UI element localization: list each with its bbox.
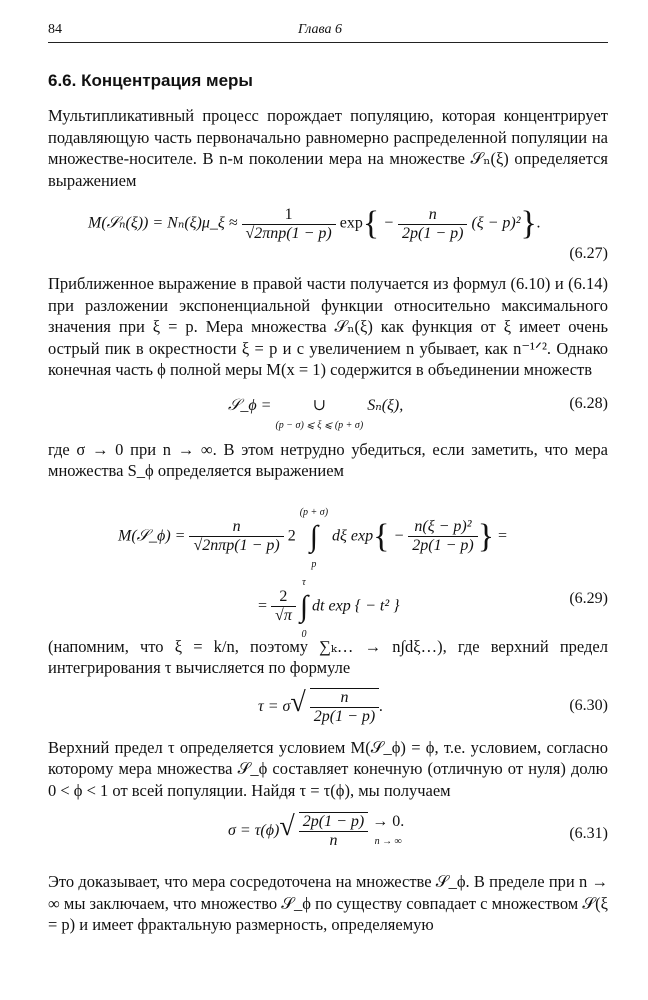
equation-6-30: τ = σ√ $\frac{n}{2p(1 - p)}$ . (6.30) bbox=[258, 686, 608, 725]
running-header bbox=[48, 22, 608, 43]
equation-6-29: M(𝒮_ϕ) = $\frac{n}{\text{√2nπp(1 − p)}}$ 2 (p + σ) ∫ p dξ exp{ − $\frac{\text{n(ξ − p)²}}{2p(1 - p)}$ } = = $\frac{2}{√\pi}$ τ ∫ 0 dt exp { − t² } (6.29) bbox=[118, 506, 608, 640]
equation-6-28: 𝒮_ϕ = ∪ (p − σ) ⩽ ξ ⩽ (p + σ) Sₙ(ξ), (6.28) bbox=[228, 394, 608, 431]
eq627-lhs: M(𝒮ₙ(ξ)) = Nₙ(ξ)μ_ξ ≈ bbox=[88, 214, 238, 232]
eq627-number: (6.27) bbox=[569, 245, 608, 262]
section-title: 6.6. Концентрация меры bbox=[48, 71, 253, 90]
equation-6-31: σ = τ(ϕ)√ $\frac{2p(1 - p)}{n}$ → 0. n → ∞ (6.31) bbox=[228, 811, 608, 850]
eq631-number: (6.31) bbox=[569, 825, 608, 842]
paragraph-3: где σ → 0 при n → ∞. В этом нетрудно убедиться, если заметить, что мера множества S_ϕ определяется выражением bbox=[48, 439, 608, 480]
chapter-title: Глава 6 bbox=[298, 22, 342, 37]
equation-6-27: M(𝒮ₙ(ξ)) = Nₙ(ξ)μ_ξ ≈ $\frac{1}{\text{√2πnp(1 − p)}}$ exp{ − $\frac{n}{2p(1 - p)}$ (ξ − p)²}. (6.27) bbox=[88, 205, 608, 262]
page bbox=[48, 22, 608, 936]
paragraph-4: (напомним, что ξ = k/n, поэтому ∑ₖ… → n∫dξ…), где верхний предел интегрирования τ вычисляется по формуле bbox=[48, 636, 608, 677]
paragraph-2: Приближенное выражение в правой части получается из формул (6.10) и (6.14) при разложении экспоненциальной функции относительно максимального значения при ξ = p. Мера множества 𝒮ₙ(ξ) как функция от ξ имеет очень острый пик в окрестности ξ = p и с увеличением n убывает, как n⁻¹ᐟ². Однако конечная часть ϕ полной меры M(x = 1) содержится в объединении множеств bbox=[48, 274, 608, 379]
eq627-frac2: $\frac{n}{2p(1 - p)}$ bbox=[398, 206, 467, 243]
eq629-number: (6.29) bbox=[569, 589, 608, 607]
page-number: 84 bbox=[48, 22, 62, 37]
eq627-frac1: $\frac{1}{\text{√2πnp(1 − p)}}$ bbox=[242, 206, 336, 243]
paragraph-5: Верхний предел τ определяется условием M(𝒮_ϕ) = ϕ, т.е. условием, согласно которому мера множества 𝒮_ϕ составляет конечную (отличную от нуля) долю 0 < ϕ < 1 от всей популяции. Найдя τ = τ(ϕ), мы получаем bbox=[48, 737, 608, 800]
eq628-number: (6.28) bbox=[569, 394, 608, 412]
eq630-number: (6.30) bbox=[569, 696, 608, 714]
paragraph-6: Это доказывает, что мера сосредоточена на множестве 𝒮_ϕ. В пределе при n → ∞ мы заключаем, что множество 𝒮_ϕ по существу совпадает с множеством 𝒮(ξ = p) и имеет фрактальную размерность, определяемую bbox=[48, 872, 608, 934]
paragraph-1: Мультипликативный процесс порождает популяцию, которая концентрирует подавляющую часть первоначально равномерно распределенной популяции на множестве-носителе. В n-м поколении мера на множестве 𝒮ₙ(ξ) определяется выражением bbox=[48, 106, 608, 190]
